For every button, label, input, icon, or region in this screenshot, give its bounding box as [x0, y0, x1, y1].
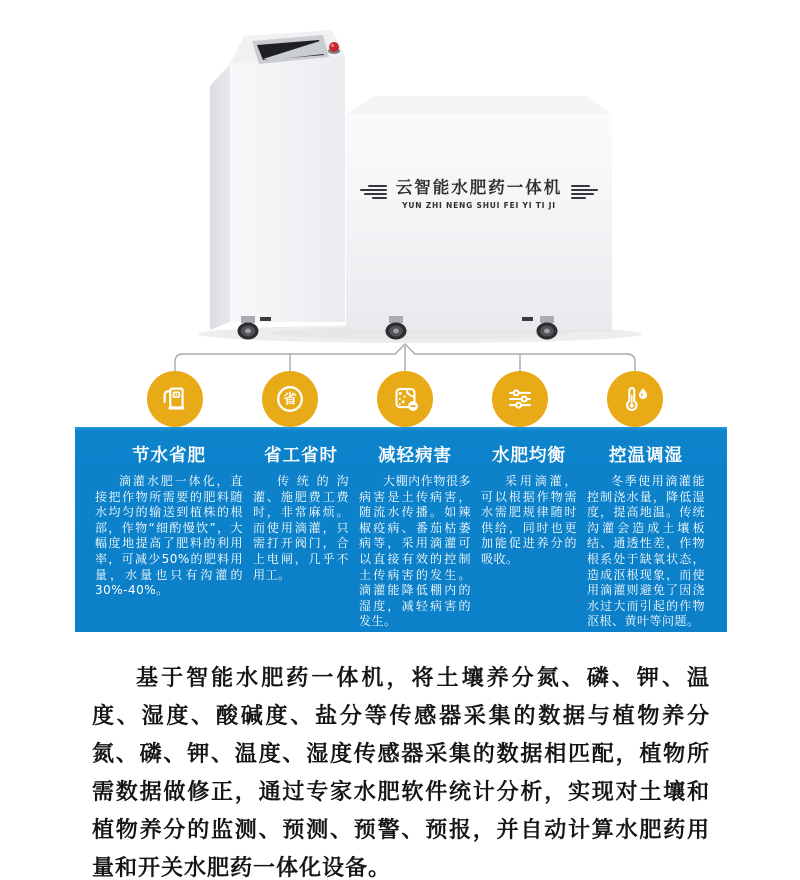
brand-title: 云智能水肥药一体机	[395, 178, 563, 197]
feature-body: 冬季使用滴灌能控制浇水量，降低湿度，提高地温。传统沟灌会造成土壤板结、通透性差，作物根系处于缺氧状态，造成沤根现象，而使用滴灌则避免了因浇水过大而引起的作物沤根、黄叶等问题。	[587, 474, 705, 629]
brand-subtitle: YUN ZHI NENG SHUI FEI YI TI JI	[402, 201, 556, 210]
leaf-spots-icon	[388, 382, 422, 416]
feature-column-temp-humidity	[587, 442, 705, 629]
feature-column-save-labor	[253, 442, 349, 622]
feature-badge-reduce-disease	[377, 371, 433, 427]
machine-illustration	[0, 0, 800, 430]
power-button[interactable]	[329, 42, 339, 52]
feature-badge-temp-humidity	[607, 371, 663, 427]
sheng-glyph: 省	[283, 391, 297, 408]
speed-lines-right-icon	[571, 185, 598, 199]
feature-badge-save-labor	[262, 371, 318, 427]
product-description: 基于智能水肥药一体机，将土壤养分氮、磷、钾、温度、湿度、酸碱度、盐分等传感器采集的数据与植物养分氮、磷、钾、温度、湿度传感器采集的数据相匹配，植物所需数据做修正，通过专家水肥软件统计分析，实现对土壤和植物养分的监测、预测、预警、预报，并自动计算水肥药用量和开关水肥药一体化设备。	[92, 666, 710, 880]
feature-column-balance	[481, 442, 577, 622]
feature-title: 减轻病害	[378, 446, 452, 466]
feature-badge-balance	[492, 371, 548, 427]
thermometer-drop-icon	[618, 382, 652, 416]
feature-banner	[75, 427, 727, 632]
machine-box-front	[346, 114, 612, 331]
feature-body: 采用滴灌，可以根据作物需水需肥规律随时供给，同时也更加能促进养分的吸收。	[481, 474, 577, 566]
feature-title: 省工省时	[264, 446, 338, 466]
feature-title: 控温调湿	[609, 446, 683, 466]
feature-title: 水肥均衡	[492, 446, 566, 466]
feature-title: 节水省肥	[132, 446, 206, 466]
feature-column-water-fertilizer	[95, 442, 243, 622]
tower-front	[230, 56, 345, 322]
connector-bracket	[175, 344, 635, 371]
circle-sheng-icon	[273, 382, 307, 416]
feature-body: 传统的沟灌、施肥费工费时，非常麻烦。而使用滴灌，只需打开阀门，合上电闸，几乎不用工。	[253, 474, 349, 582]
sliders-icon	[503, 382, 537, 416]
power-button-highlight	[331, 44, 335, 48]
pump-icon	[158, 382, 192, 416]
feature-body: 滴灌水肥一体化，直接把作物所需要的肥料随水均匀的输送到植株的根部，作物“细酌慢饮”，大幅度地提高了肥料的利用率，可减少50%的肥料用量，水量也只有沟灌的30%-40%。	[95, 474, 243, 598]
tower-side	[210, 64, 230, 330]
feature-body: 大棚内作物很多病害是土传病害，随流水传播。如辣椒疫病、番茄枯萎病等，采用滴灌可以直接有效的控制土传病害的发生。滴灌能降低棚内的湿度，减轻病害的发生。	[359, 474, 471, 629]
speed-lines-left-icon	[360, 185, 387, 199]
feature-badge-water-fertilizer	[147, 371, 203, 427]
product-photo	[0, 0, 800, 430]
feature-column-reduce-disease	[359, 442, 471, 629]
machine-box-top	[346, 96, 612, 114]
brand-plate	[346, 174, 612, 210]
